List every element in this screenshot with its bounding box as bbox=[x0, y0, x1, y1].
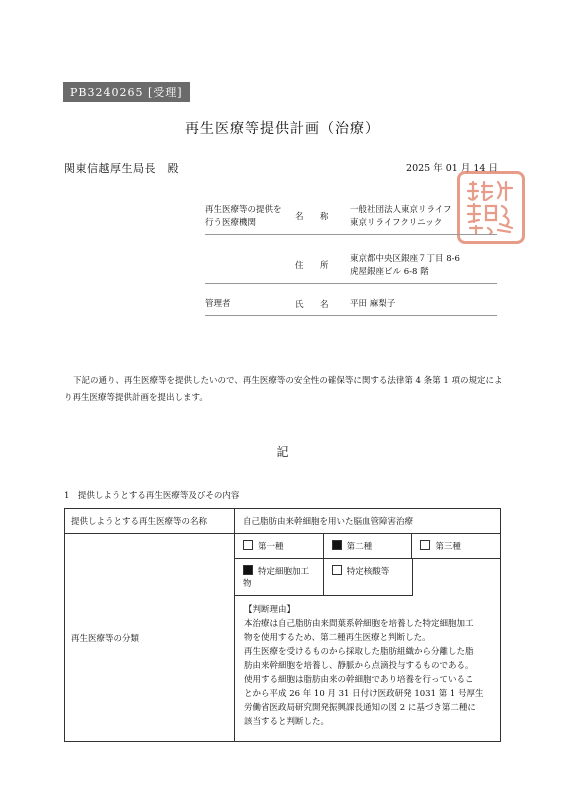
reason-title: 【判断理由】 bbox=[244, 605, 296, 615]
submission-statement: 下記の通り、再生医療等を提供したいので、再生医療等の安全性の確保等に関する法律第 4 条第 1 項の規定により再生医療等提供計画を提出します。 bbox=[64, 376, 503, 403]
reason-block bbox=[235, 596, 500, 741]
address-field-label: 住 所 bbox=[295, 261, 333, 271]
application-id-badge: PB3240265 [受理] bbox=[63, 82, 190, 102]
provider-name bbox=[350, 200, 497, 234]
class-option-1: 第一種 bbox=[235, 534, 323, 558]
ki-heading: 記 bbox=[276, 445, 289, 459]
checkbox-checked-icon bbox=[332, 540, 342, 550]
checkbox-icon bbox=[332, 565, 342, 575]
provider-name-line: 一般社団法人東京リライフ bbox=[350, 205, 452, 215]
provider-address bbox=[350, 249, 497, 283]
therapy-table bbox=[64, 508, 501, 742]
provider-name-row bbox=[205, 200, 497, 235]
process-option-2: 特定核酸等 bbox=[324, 559, 413, 595]
page-title: 再生医療等提供計画（治療） bbox=[185, 121, 380, 137]
provider-address-row bbox=[205, 235, 497, 284]
reason-line: 肪由来幹細胞を培養し、静脈から点滴投与するものである。 bbox=[244, 661, 474, 671]
name-field-label: 名 称 bbox=[295, 212, 333, 222]
table-row bbox=[65, 534, 501, 742]
manager-field-label: 氏 名 bbox=[295, 300, 333, 310]
therapy-name-label: 提供しようとする再生医療等の名称 bbox=[65, 509, 235, 534]
recipient: 関東信越厚生局長 殿 bbox=[64, 162, 179, 175]
reason-line: 再生医療を受けるものから採取した脂肪組織から分離した脂 bbox=[244, 647, 474, 657]
checkbox-icon bbox=[243, 540, 253, 550]
class-checkbox-group bbox=[235, 534, 500, 559]
class-option-3: 第三種 bbox=[411, 534, 500, 558]
therapy-name-value: 自己脂肪由来幹細胞を用いた脳血管障害治療 bbox=[235, 509, 501, 534]
reason-line: 労働省医政局研究開発振興課長通知の図 2 に基づき第二種に bbox=[244, 703, 476, 713]
address-line: 東京都中央区銀座７丁目 8-6 bbox=[350, 254, 460, 264]
checkbox-icon bbox=[420, 540, 430, 550]
checkbox-checked-icon bbox=[243, 565, 253, 575]
reason-line: 本治療は自己脂肪由来間葉系幹細胞を培養した特定細胞加工 bbox=[244, 619, 474, 629]
reason-line: 物を使用するため、第二種再生医療と判断した。 bbox=[244, 633, 431, 643]
submission-date: 2025 年 01 月 14 日 bbox=[406, 163, 498, 174]
section-1-title: 1 提供しようとする再生医療等及びその内容 bbox=[64, 491, 240, 501]
reason-line: 使用する細胞は脂肪由来の幹細胞であり培養を行っているこ bbox=[244, 675, 474, 685]
provider-section-label: 再生医療等の提供を 行う医療機関 bbox=[205, 205, 282, 228]
reason-line: 該当すると判断した。 bbox=[244, 717, 330, 727]
class-option-2: 第二種 bbox=[323, 534, 412, 558]
classification-label: 再生医療等の分類 bbox=[65, 534, 235, 742]
manager-name: 平田 麻梨子 bbox=[350, 299, 396, 309]
reason-line: とから平成 26 年 10 月 31 日付け医政研発 1031 第 1 号厚生 bbox=[244, 689, 484, 699]
process-checkbox-group bbox=[235, 559, 413, 596]
manager-row bbox=[205, 284, 497, 316]
manager-label: 管理者 bbox=[205, 299, 231, 309]
provider-name-line: 東京リライフクリニック bbox=[350, 218, 443, 228]
provider-info-block bbox=[205, 200, 497, 316]
process-option-1: 特定細胞加工物 bbox=[235, 559, 324, 595]
address-line: 虎屋銀座ビル 6-8 階 bbox=[350, 267, 429, 277]
table-row bbox=[65, 509, 501, 534]
